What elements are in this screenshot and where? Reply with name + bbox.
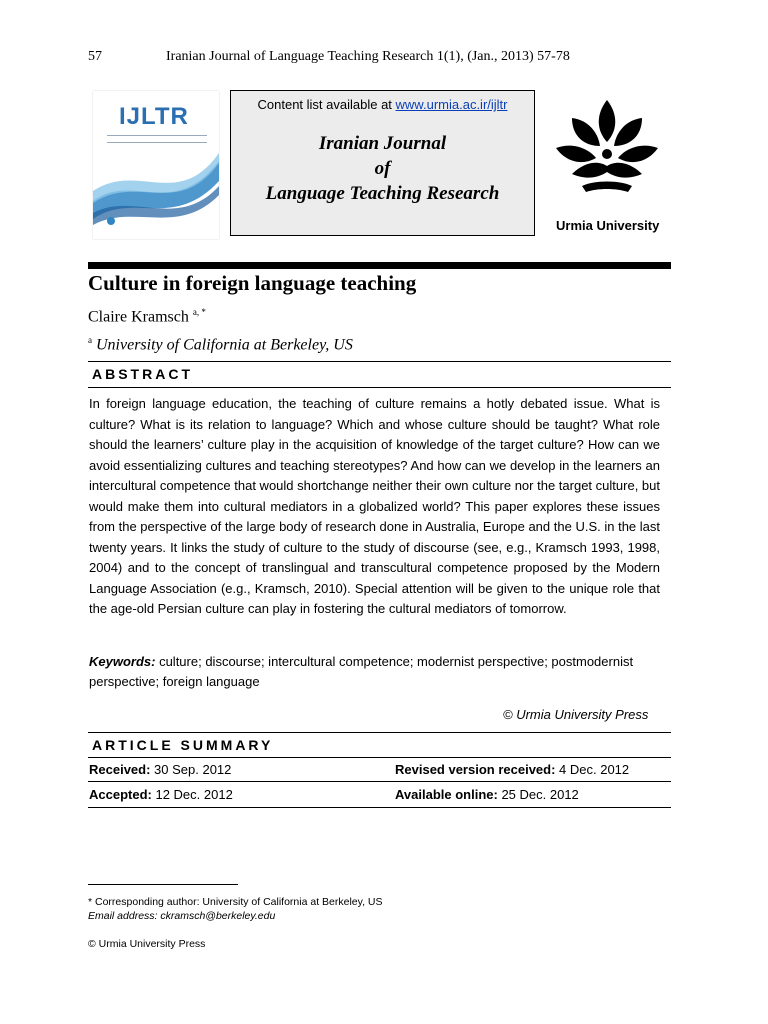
accepted-value: 12 Dec. 2012 bbox=[151, 787, 233, 802]
journal-name-line2: of bbox=[374, 158, 391, 179]
received-date bbox=[89, 762, 231, 777]
cover-logo: IJLTR bbox=[119, 103, 189, 130]
abstract-copyright: © Urmia University Press bbox=[503, 707, 649, 722]
summary-row-rule bbox=[88, 781, 671, 782]
journal-name bbox=[231, 131, 534, 206]
affiliation-mark: a bbox=[88, 335, 92, 345]
abstract-top-rule bbox=[88, 361, 671, 362]
footer-copyright: © Urmia University Press bbox=[88, 938, 206, 950]
accepted-date bbox=[89, 787, 233, 802]
online-value: 25 Dec. 2012 bbox=[497, 787, 579, 802]
abstract-heading: ABSTRACT bbox=[92, 366, 193, 382]
footnote-rule bbox=[88, 884, 238, 885]
affiliation: University of California at Berkeley, US bbox=[96, 336, 353, 354]
article-title: Culture in foreign language teaching bbox=[88, 271, 417, 295]
content-list-prefix: Content list available at bbox=[257, 97, 396, 112]
page-number: 57 bbox=[88, 49, 102, 64]
received-value: 30 Sep. 2012 bbox=[150, 762, 232, 777]
keywords-label: Keywords: bbox=[89, 654, 156, 669]
summary-bottom-rule bbox=[88, 807, 671, 808]
content-list-line bbox=[231, 97, 534, 112]
summary-heading: ARTICLE SUMMARY bbox=[92, 737, 274, 753]
affiliation-line bbox=[88, 335, 353, 354]
online-label: Available online: bbox=[395, 787, 498, 802]
online-date bbox=[395, 787, 579, 802]
journal-cover-image bbox=[93, 91, 219, 239]
summary-top-rule bbox=[88, 732, 671, 733]
university-name: Urmia University bbox=[556, 218, 660, 233]
journal-url-link[interactable]: www.urmia.ac.ir/ijltr bbox=[395, 97, 508, 112]
corresponding-author: * Corresponding author: University of California at Berkeley, US bbox=[88, 896, 383, 908]
abstract-heading-rule bbox=[88, 387, 671, 388]
cover-wave-icon bbox=[93, 91, 219, 239]
email-address: Email address: ckramsch@berkeley.edu bbox=[88, 910, 276, 922]
author-name: Claire Kramsch bbox=[88, 308, 189, 326]
keywords-list: culture; discourse; intercultural competence; modernist perspective; postmodernist perspective; foreign language bbox=[89, 654, 634, 689]
revised-date bbox=[395, 762, 629, 777]
author-marks: a, * bbox=[192, 307, 206, 317]
flower-emblem-icon bbox=[552, 96, 662, 201]
accepted-label: Accepted: bbox=[89, 787, 152, 802]
summary-heading-rule bbox=[88, 757, 671, 758]
revised-value: 4 Dec. 2012 bbox=[555, 762, 630, 777]
keywords bbox=[89, 652, 660, 692]
author-line bbox=[88, 307, 206, 326]
received-label: Received: bbox=[89, 762, 151, 777]
top-thick-rule bbox=[88, 262, 671, 269]
journal-info-box bbox=[230, 90, 535, 236]
journal-name-line3: Language Teaching Research bbox=[265, 183, 500, 204]
revised-label: Revised version received: bbox=[395, 762, 556, 777]
running-title: Iranian Journal of Language Teaching Research 1(1), (Jan., 2013) 57-78 bbox=[166, 49, 570, 64]
abstract-text: In foreign language education, the teaching of culture remains a hotly debated issue. What is culture? What is its relation to language? Which and whose culture should be taught? What role should the learners’ culture play in the acquisition of knowledge of the target culture? How can we avoid essentializing cultures and teaching stereotypes? And how can we develop in the learners an intercultural competence that would shortchange neither their own culture nor the target culture, but would make them into cultural mediators in a globalized world? This paper explores these issues from the perspective of the large body of research done in Australia, Europe and the U.S. in the last twenty years. It links the study of culture to the study of discourse (see, e.g., Kramsch 1993, 1998, 2004) and to the concept of translingual and transcultural competence proposed by the Modern Language Association (e.g., Kramsch, 2010). Special attention will be given to the unique role that the age-old Persian culture can play in fostering the cultural mediators of tomorrow. bbox=[89, 396, 660, 616]
journal-name-line1: Iranian Journal bbox=[318, 133, 447, 154]
